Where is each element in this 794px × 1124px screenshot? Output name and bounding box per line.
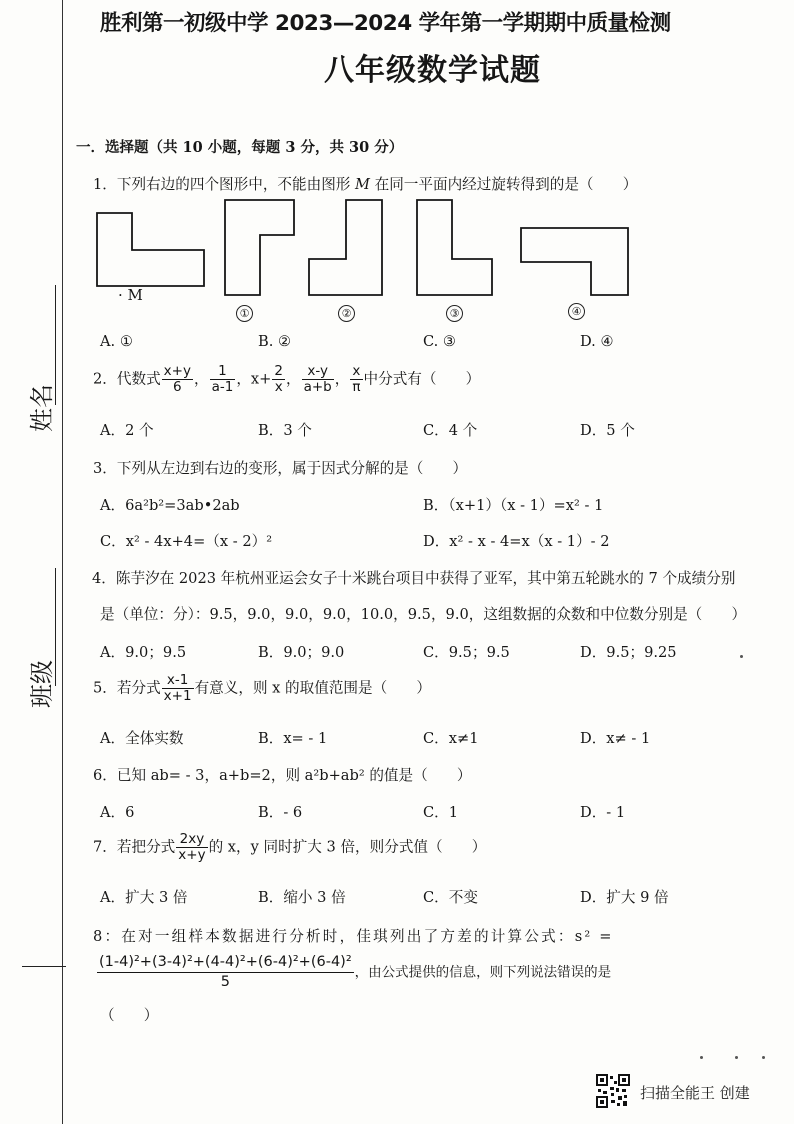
scan-speck — [735, 1056, 738, 1059]
scanner-watermark: 扫描全能王 创建 — [640, 1084, 750, 1102]
question-2-option-c: C．4 个 — [423, 422, 478, 439]
question-7-prefix: 7．若把分式 — [93, 838, 176, 856]
question-1-stem — [93, 173, 637, 194]
question-7-option-a: A．扩大 3 倍 — [100, 889, 188, 906]
figure-m-letter: M — [355, 176, 370, 193]
fraction-2xy-over-x-plus-y: $\frac{2xy}{x+y}$ — [178, 831, 206, 863]
figure-m-shape — [96, 212, 206, 288]
variance-formula-fraction: $\frac{\text{(1-4)²+(3-4)²+(4-4)²+(6-4)²+(6-4)²}}{5}$ — [99, 954, 352, 990]
question-1-option-d: D. ④ — [580, 333, 614, 350]
question-3-option-b: B．（x+1）（x - 1）=x² - 1 — [423, 497, 604, 514]
question-6-stem: 6．已知 ab= - 3，a+b=2，则 a²b+ab² 的值是（ ） — [93, 767, 472, 784]
question-2-option-d: D．5 个 — [580, 422, 635, 439]
question-7-option-b: B．缩小 3 倍 — [258, 889, 346, 906]
question-5-option-b: B．x= - 1 — [258, 730, 328, 747]
question-6-option-d: D．- 1 — [580, 804, 626, 821]
name-field-label: 姓名 — [28, 384, 56, 432]
question-7-option-d: D．扩大 9 倍 — [580, 889, 669, 906]
question-8-stem-line-1: 8：在对一组样本数据进行分析时，佳琪列出了方差的计算公式：s² = — [93, 928, 614, 945]
question-8-formula-line — [96, 953, 611, 992]
question-4-option-a: A．9.0；9.5 — [100, 644, 187, 661]
fraction-x-over-pi: $\frac{x}{\pi}$ — [352, 363, 361, 395]
binding-margin-line — [62, 0, 63, 1124]
question-1-option-a: A. ① — [100, 333, 133, 350]
exam-subject-title: 八年级数学试题 — [324, 53, 541, 88]
name-field-line — [55, 285, 56, 405]
question-1-option-c: C. ③ — [423, 333, 457, 350]
figure-m-label: · M — [118, 286, 143, 304]
class-field-label: 班级 — [28, 660, 56, 708]
question-4-stem-line-2: 是（单位：分）：9.5，9.0，9.0，9.0，10.0，9.5，9.0，这组数据的众数和中位数分别是（ ） — [100, 606, 747, 623]
question-7-suffix: 的 x，y 同时扩大 3 倍，则分式值（ ） — [208, 838, 487, 856]
question-3-option-a: A．6a²b²=3ab•2ab — [100, 497, 240, 514]
question-8-formula-tail: ，由公式提供的信息，则下列说法错误的是 — [354, 964, 612, 981]
figure-2-label: ② — [338, 302, 355, 322]
question-4-stem-line-1: 4．陈芋汐在 2023 年杭州亚运会女子十米跳台项目中获得了亚军，其中第五轮跳水的 7 个成绩分别 — [92, 570, 736, 587]
scan-speck — [762, 1056, 765, 1059]
question-2-option-b: B．3 个 — [258, 422, 312, 439]
figure-4-shape — [520, 227, 630, 297]
fraction-x-minus-y-over-a-plus-b: $\frac{x-y}{a+b}$ — [303, 363, 332, 395]
question-5-suffix: 有意义，则 x 的取值范围是（ ） — [194, 679, 431, 697]
qr-code-icon — [596, 1074, 630, 1108]
class-field-line — [55, 568, 56, 686]
question-2-suffix: 中分式有（ ） — [363, 370, 481, 388]
question-5-option-d: D．x≠ - 1 — [580, 730, 651, 747]
question-7-stem — [93, 832, 486, 863]
question-5-stem — [93, 673, 431, 704]
fold-mark — [22, 966, 66, 967]
question-1-stem-a: 1．下列右边的四个图形中，不能由图形 — [93, 176, 356, 193]
question-3-option-d: D．x² - x - 4=x（x - 1）- 2 — [423, 533, 610, 550]
fraction-x-plus-y-over-6: $\frac{x+y}{6}$ — [163, 363, 191, 395]
question-8-answer-bracket: （ ） — [100, 1007, 159, 1024]
question-4-option-d: D．9.5；9.25 — [580, 644, 677, 661]
x-plus-term: x+ — [250, 370, 272, 388]
question-2-prefix: 2．代数式 — [93, 370, 161, 388]
question-3-option-c: C．x² - 4x+4=（x - 2）² — [100, 533, 273, 550]
question-2-option-a: A．2 个 — [100, 422, 154, 439]
question-5-option-c: C．x≠1 — [423, 730, 479, 747]
figure-3-label: ③ — [446, 302, 463, 322]
fraction-1-over-a-minus-1: $\frac{1}{a-1}$ — [211, 363, 234, 395]
question-6-option-c: C．1 — [423, 804, 459, 821]
question-4-option-c: C．9.5；9.5 — [423, 644, 510, 661]
figure-1-label: ① — [236, 302, 253, 322]
question-5-option-a: A．全体实数 — [100, 730, 184, 747]
question-7-option-c: C．不变 — [423, 889, 478, 906]
fraction-x-minus-1-over-x-plus-1: $\frac{x-1}{x+1}$ — [163, 672, 192, 704]
figure-1-shape — [224, 199, 296, 297]
question-6-option-b: B．- 6 — [258, 804, 303, 821]
question-1-stem-b: 在同一平面内经过旋转得到的是（ ） — [369, 176, 638, 193]
question-3-stem: 3．下列从左边到右边的变形，属于因式分解的是（ ） — [93, 460, 468, 477]
scan-speck — [700, 1056, 703, 1059]
figure-3-shape — [416, 199, 494, 297]
question-1-option-b: B. ② — [258, 333, 292, 350]
fraction-2-over-x: $\frac{2}{x}$ — [274, 363, 283, 395]
exam-school-title: 胜利第一初级中学 2023—2024 学年第一学期期中质量检测 — [100, 11, 671, 36]
figure-4-label: ④ — [568, 300, 585, 320]
question-5-prefix: 5．若分式 — [93, 679, 161, 697]
section-title: 一．选择题（共 10 小题，每题 3 分，共 30 分） — [76, 139, 404, 156]
question-4-option-b: B．9.0；9.0 — [258, 644, 345, 661]
question-6-option-a: A．6 — [100, 804, 135, 821]
figure-2-shape — [308, 199, 384, 297]
scan-speck — [740, 655, 743, 658]
question-2-stem: 2．代数式 $\frac{x+y}{6}$ ， $\frac{1}{a-1}$ ，x+ $\frac{2}{x}$ ， $\frac{x-y}{a+b}$ ， $\frac{x}{\pi}$ 中分式有（ ） — [93, 363, 481, 395]
